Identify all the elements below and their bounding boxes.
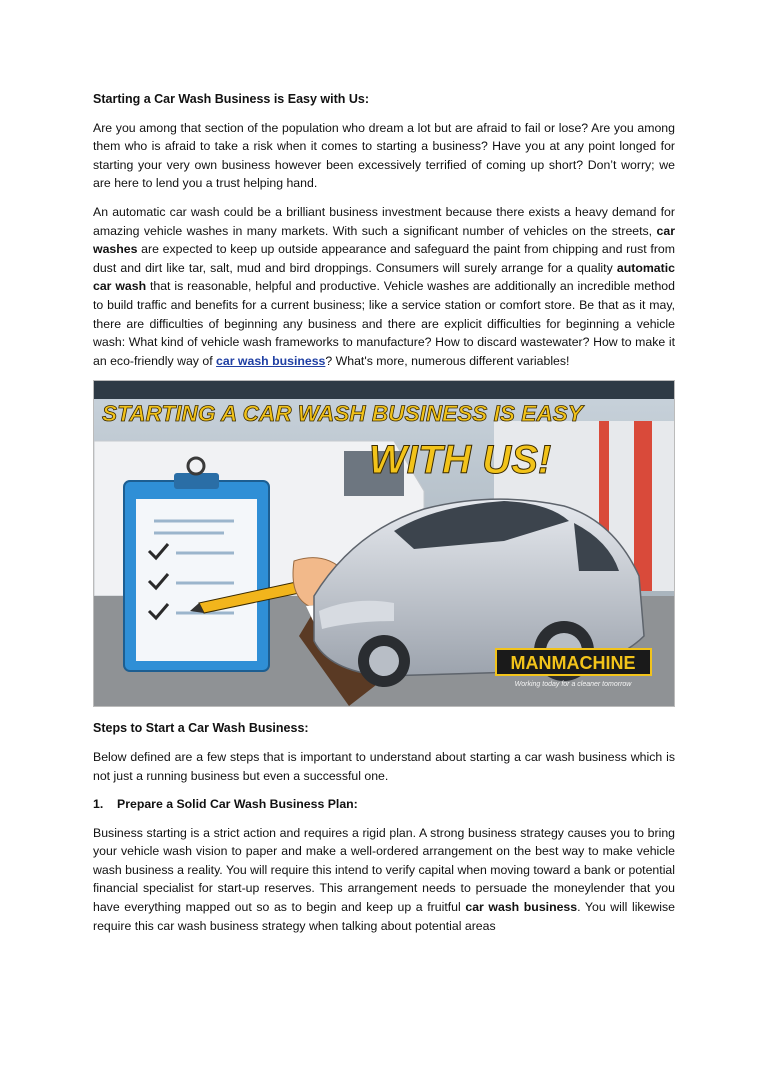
text-run: An automatic car wash could be a brilliant business investment because there exists a heavy demand for amazing vehicle washes in many markets. With such a significant number of vehicles on the streets, bbox=[93, 204, 675, 238]
business-plan-paragraph bbox=[93, 824, 675, 936]
car-wash-paragraph bbox=[93, 203, 675, 370]
logo-tagline: Working today for a cleaner tomorrow bbox=[514, 681, 632, 689]
logo-text: MANMACHINE bbox=[510, 653, 636, 674]
step-title: Prepare a Solid Car Wash Business Plan: bbox=[117, 797, 358, 812]
steps-heading: Steps to Start a Car Wash Business: bbox=[93, 721, 309, 736]
text-run: ? What's more, numerous different variables! bbox=[325, 353, 570, 368]
text-run: Business starting is a strict action and requires a rigid plan. A strong business strategy causes you to bring your vehicle wash vision to paper and make a well-ordered arrangement on the best way to make vehicle wash business a reality. You will require this intend to verify capital when moving toward a bank or potential financial specialist for start-up reserves. This arrangement needs to persuade the moneylender that you have everything mapped out so as to begin and keep up a fruitful bbox=[93, 825, 675, 915]
banner-image bbox=[93, 380, 675, 707]
clipboard-icon bbox=[124, 458, 269, 671]
text-run: are expected to keep up outside appearance and safeguard the paint from chipping and rust from dust and dirt like tar, salt, mud and bird droppings. Consumers will surely arrange for a quality bbox=[93, 242, 675, 275]
banner-headline: STARTING A CAR WASH BUSINESS IS EASY bbox=[102, 401, 583, 427]
intro-paragraph: Are you among that section of the population who dream a lot but are afraid to fail or lose? Are you among them who is afraid to take a risk when it comes to starting a business? Have you at any point longed for starting your very own business however been excessively terrified of coming up short? Don’t worry; we are here to lend you a trust helping hand. bbox=[93, 120, 675, 191]
banner-headline-2: WITH US! bbox=[369, 438, 552, 483]
document-body bbox=[93, 90, 675, 945]
bold-text: car wash business bbox=[465, 900, 578, 915]
steps-intro-paragraph: Below defined are a few steps that is important to understand about starting a car wash business which is not just a running business but even a successful one. bbox=[93, 749, 675, 783]
car-wash-business-link[interactable]: car wash business bbox=[216, 353, 326, 368]
text-run: . You will likewise require this car wash business strategy when talking about potential areas bbox=[93, 900, 676, 933]
step-number: 1. bbox=[93, 797, 104, 812]
section-heading: Starting a Car Wash Business is Easy with Us: bbox=[93, 92, 370, 106]
bold-text: automatic car wash bbox=[93, 260, 675, 294]
text-run: that is reasonable, helpful and productive. Vehicle washes are additionally an incredible method to build traffic and benefits for a current business; like a service station or comfort store. Be that as it may, there are difficulties of beginning any business and there are explicit difficulties for beginning a vehicle wash: What kind of vehicle wash frameworks to manufacture? How to discard wastewater? How to make it an eco-friendly way of bbox=[93, 279, 675, 368]
bold-text: car washes bbox=[93, 223, 675, 257]
step-1-heading bbox=[93, 795, 675, 814]
manmachine-logo bbox=[496, 649, 651, 688]
